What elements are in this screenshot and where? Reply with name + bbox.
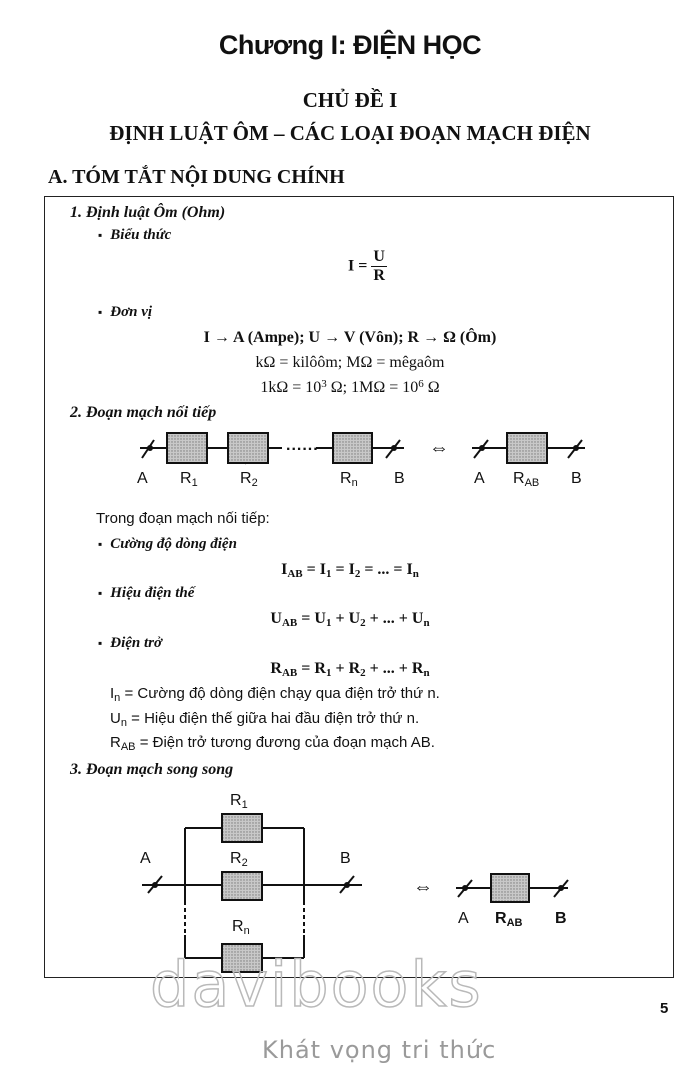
label-rab: $R_{AB}$: [513, 470, 540, 489]
series-heading: 2. Đoạn mạch nối tiếp: [70, 404, 217, 421]
page-number: 5: [660, 1000, 669, 1017]
par-label-r1: $R_1$: [230, 792, 248, 811]
topic-title: CHỦ ĐỀ I: [302, 88, 398, 112]
current-equation: $I_{AB} = I_1 = I_2$ = ... = $I_n$: [281, 561, 419, 580]
bullet-voltage: ▪ Hiệu điện thế: [98, 585, 194, 602]
topic-subtitle: ĐỊNH LUẬT ÔM – CÁC LOẠI ĐOẠN MẠCH ĐIỆN: [109, 121, 591, 145]
bullet-current: ▪ Cường độ dòng điện: [98, 536, 237, 553]
label-rn: $R_n$: [340, 470, 358, 489]
units-line: I → A (Ampe); U → V (Vôn); R → Ω (Ôm): [203, 329, 497, 346]
watermark-slogan: Khát vọng tri thức: [262, 1036, 497, 1064]
parallel-r2: [222, 872, 262, 900]
label-b: B: [394, 470, 405, 487]
label-r2: $R_2$: [240, 470, 258, 489]
resistance-equation: $R_{AB} = R_1 + R_2$ + ... + $R_n$: [270, 660, 430, 679]
parallel-r1: [222, 814, 262, 842]
resistor-r2: [228, 433, 268, 463]
par-label-b: B: [340, 850, 351, 867]
def-in: $I_n$ = Cường độ dòng điện chạy qua điện trở thứ n.: [110, 685, 440, 704]
bullet-unit: ▪ Đơn vị: [98, 304, 152, 321]
watermark-logo: davibooks: [150, 948, 483, 1021]
par-label-a-eq: A: [458, 910, 469, 927]
voltage-equation: $U_{AB} = U_1 + U_2$ + ... + $U_n$: [270, 610, 430, 629]
resistor-rab: [507, 433, 547, 463]
chapter-title: Chương I: ĐIỆN HỌC: [218, 30, 482, 60]
par-label-b-eq: B: [555, 910, 567, 927]
par-label-rab: $R_{AB}$: [495, 910, 523, 929]
label-b-eq: B: [571, 470, 582, 487]
ohm-formula: I = $\frac{U}{R}$: [348, 248, 385, 284]
kilo-line: kΩ = kilôôm; MΩ = mêgaôm: [255, 354, 445, 371]
resistor-r1: [167, 433, 207, 463]
par-label-a: A: [140, 850, 151, 867]
section-heading: A. TÓM TẮT NỘI DUNG CHÍNH: [48, 166, 345, 188]
par-equiv-symbol: ⇔: [413, 876, 433, 898]
series-dots: ......: [286, 437, 319, 454]
resistor-rn: [333, 433, 372, 463]
label-a-eq: A: [474, 470, 485, 487]
parallel-heading: 3. Đoạn mạch song song: [70, 761, 234, 778]
label-a: A: [137, 470, 148, 487]
par-label-r2: $R_2$: [230, 850, 248, 869]
def-rab: $R_{AB}$ = Điện trở tương đương của đoạn mạch AB.: [110, 734, 435, 753]
equiv-symbol: ⇔: [429, 437, 449, 459]
bullet-resistance: ▪ Điện trở: [98, 635, 162, 652]
label-r1: $R_1$: [180, 470, 198, 489]
par-label-rn: $R_n$: [232, 918, 250, 937]
bullet-expression: ▪ Biểu thức: [98, 227, 171, 244]
ohm-heading: 1. Định luật Ôm (Ohm): [70, 204, 226, 221]
conversion-line: $1k\Omega = 10^3$ Ω; $1M\Omega = 10^6$ Ω: [260, 378, 440, 396]
series-intro: Trong đoạn mạch nối tiếp:: [96, 510, 270, 527]
parallel-rab: [491, 874, 529, 902]
def-un: $U_n$ = Hiệu điện thế giữa hai đầu điện trở thứ n.: [110, 710, 420, 729]
